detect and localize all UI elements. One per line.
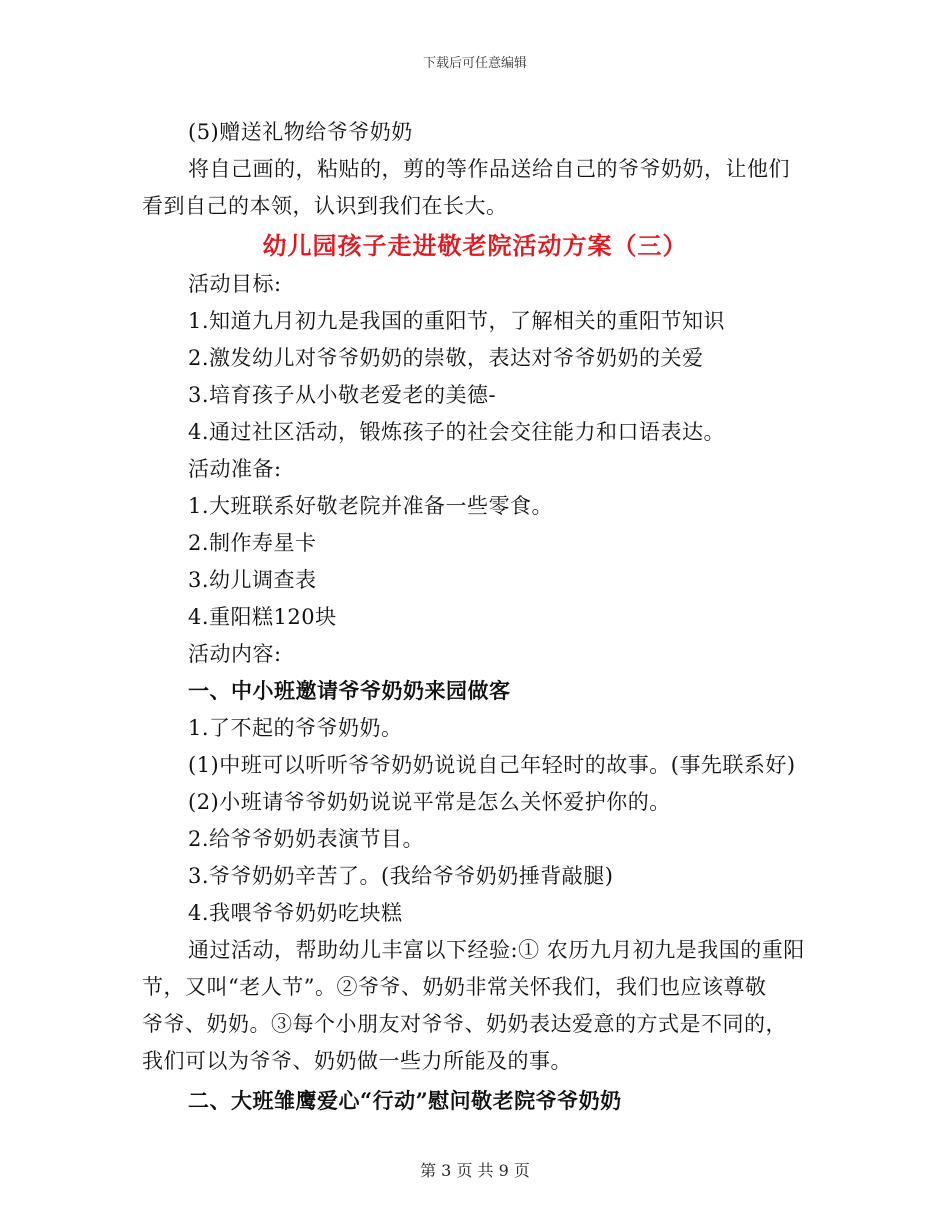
paragraph-line: 爷爷、奶奶。③每个小朋友对爷爷、奶奶表达爱意的方式是不同的， (142, 1012, 787, 1036)
page-footer-number: 第 3 页 共 9 页 (420, 1161, 530, 1180)
subsection-heading-1: 一、中小班邀请爷爷奶奶来园做客 (188, 678, 511, 703)
paragraph-line: 我们可以为爷爷、奶奶做一些力所能及的事。 (142, 1049, 572, 1073)
paragraph-line: 节，又叫“老人节”。②爷爷、奶奶非常关怀我们，我们也应该尊敬 (142, 975, 767, 999)
list-item: (2)小班请爷爷奶奶说说平常是怎么关怀爱护你的。 (188, 790, 671, 814)
list-item: 2.激发幼儿对爷爷奶奶的崇敬，表达对爷爷奶奶的关爱 (188, 346, 704, 370)
list-item: 1.大班联系好敬老院并准备一些零食。 (188, 494, 554, 518)
section-heading-preparation: 活动准备: (188, 457, 282, 481)
subsection-heading-2: 二、大班雏鹰爱心“行动”慰问敬老院爷爷奶奶 (188, 1088, 622, 1113)
list-item: 2.制作寿星卡 (188, 531, 317, 555)
section-heading-goals: 活动目标: (188, 272, 282, 296)
list-item: 1.知道九月初九是我国的重阳节，了解相关的重阳节知识 (188, 309, 726, 333)
page-header-note: 下载后可任意编辑 (422, 56, 527, 71)
paragraph-line: 看到自己的本领，认识到我们在长大。 (142, 194, 508, 218)
list-item: 2.给爷爷奶奶表演节目。 (188, 827, 425, 851)
section-heading-content: 活动内容: (188, 642, 282, 666)
list-item: 1.了不起的爷爷奶奶。 (188, 716, 403, 740)
list-item: 4.我喂爷爷奶奶吃块糕 (188, 901, 403, 925)
list-item: 3.培育孩子从小敬老爱老的美德- (188, 383, 497, 407)
list-item: 3.爷爷奶奶辛苦了。(我给爷爷奶奶捶背敲腿) (188, 864, 614, 888)
section-item-gift: (5)赠送礼物给爷爷奶奶 (188, 120, 413, 144)
list-item: (1)中班可以听听爷爷奶奶说说自己年轻时的故事。(事先联系好) (188, 753, 796, 777)
paragraph-line: 将自己画的，粘贴的，剪的等作品送给自己的爷爷奶奶，让他们 (188, 157, 790, 181)
document-title: 幼儿园孩子走进敬老院活动方案（三） (262, 231, 688, 260)
list-item: 3.幼儿调查表 (188, 568, 317, 592)
list-item: 4.重阳糕120块 (188, 605, 337, 629)
list-item: 4.通过社区活动，锻炼孩子的社会交往能力和口语表达。 (188, 420, 726, 444)
paragraph-line: 通过活动，帮助幼儿丰富以下经验:① 农历九月初九是我国的重阳 (188, 938, 805, 962)
